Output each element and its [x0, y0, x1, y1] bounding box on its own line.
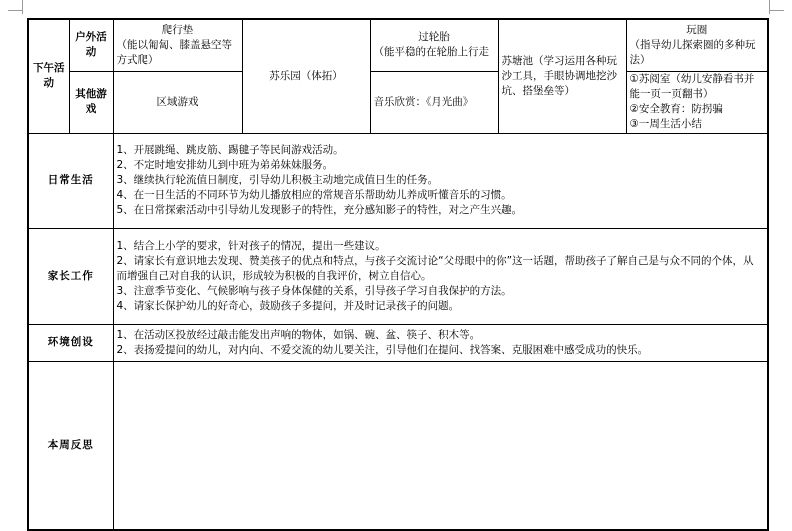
cell-tire: [370, 19, 498, 71]
section-label: 家长工作: [28, 228, 113, 324]
afternoon-activity-label: 下午活动: [28, 19, 69, 133]
section-label: 本周反思: [28, 361, 113, 530]
list-item: 3、注意季节变化、气候影响与孩子身体保健的关系，引导孩子学习自我保护的方法。: [116, 284, 512, 297]
outdoor-activity-label: 户外活动: [69, 19, 113, 71]
crop-mark-top-right-vertical: [769, 0, 770, 14]
section-content: [113, 133, 768, 228]
list-item: 2、不定时地安排幼儿到中班为弟弟妹妹服务。: [116, 159, 334, 171]
section-label: 日常生活: [28, 133, 113, 228]
list-item: 4、在一日生活的不同环节为幼儿播放相应的常规音乐帮助幼儿养成听懂音乐的习惯。: [116, 189, 512, 201]
crop-mark-top-left-vertical: [22, 0, 23, 14]
list-item: 2、请家长有意识地去发现、赞美孩子的优点和特点，与孩子交流讨论“父母眼中的你”这一话题，帮助孩子了解自己是与众不同的个体，从而增强自己对自我的认识，形成较为积极的自我评价，树立自信心。: [116, 254, 754, 282]
section-content: [113, 228, 768, 324]
hoop-desc: （指导幼儿探索圈的多种玩法）: [629, 38, 756, 66]
crawl-mat-desc: （能以匍匐、膝盖悬空等方式爬）: [116, 38, 232, 66]
list-item: 2、表扬爱提问的幼儿，对内向、不爱交流的幼儿要关注，引导他们在提问、找答案、克服困难中感受成功的快乐。: [116, 343, 649, 356]
list-item: 3、继续执行轮流值日制度，引导幼儿积极主动地完成值日生的任务。: [116, 174, 439, 186]
list-item: 5、在日常探索活动中引导幼儿发现影子的特性，充分感知影子的特性，对之产生兴趣。: [116, 204, 523, 216]
list-item: 1、在活动区投放经过敲击能发出声响的物体，如锅、碗、盆、筷子、积木等。: [116, 328, 481, 341]
hoop-title: 玩圈: [686, 23, 708, 36]
other-item: ①苏阅室（幼儿安静看书并能一页一页翻书）: [629, 73, 755, 100]
cell-crawl-mat: [113, 19, 242, 71]
other-games-label: 其他游戏: [69, 71, 113, 133]
section-content: [113, 324, 768, 361]
list-item: 1、结合上小学的要求，针对孩子的情况，提出一些建议。: [116, 239, 386, 252]
section-weekly-reflection: [28, 361, 768, 530]
list-item: 1、开展跳绳、跳皮筋、踢毽子等民间游戏活动。: [116, 144, 344, 156]
section-label: 环境创设: [28, 324, 113, 361]
cell-suleyuan: 苏乐园（体拓）: [242, 19, 370, 133]
section-environment: [28, 324, 768, 361]
activity-row-outdoor: [28, 19, 768, 71]
weekly-plan-table: [27, 18, 769, 531]
other-item: ②安全教育：防拐骗: [629, 103, 723, 115]
tire-desc: （能平稳的在轮胎上行走: [373, 46, 489, 59]
cell-hoop: [626, 19, 768, 71]
crop-mark-top-left-horizontal: [8, 10, 22, 11]
tire-title: 过轮胎: [418, 31, 450, 44]
cell-sutangchi: 苏塘池（学习运用各种玩沙工具，手眼协调地挖沙坑、搭堡垒等）: [498, 19, 626, 133]
activity-row-other: [28, 71, 768, 133]
crawl-mat-title: 爬行垫: [161, 23, 194, 36]
other-item: ③一周生活小结: [629, 118, 702, 130]
section-daily-life: [28, 133, 768, 228]
list-item: 4、请家长保护幼儿的好奇心，鼓励孩子多提问，并及时记录孩子的问题。: [116, 299, 460, 312]
section-parent-work: [28, 228, 768, 324]
cell-music: 音乐欣赏：《月光曲》: [370, 71, 498, 133]
cell-other-items: [626, 71, 768, 133]
section-content-empty[interactable]: [113, 361, 768, 530]
crop-mark-top-right-horizontal: [770, 10, 784, 11]
cell-regional-games: 区域游戏: [113, 71, 242, 133]
